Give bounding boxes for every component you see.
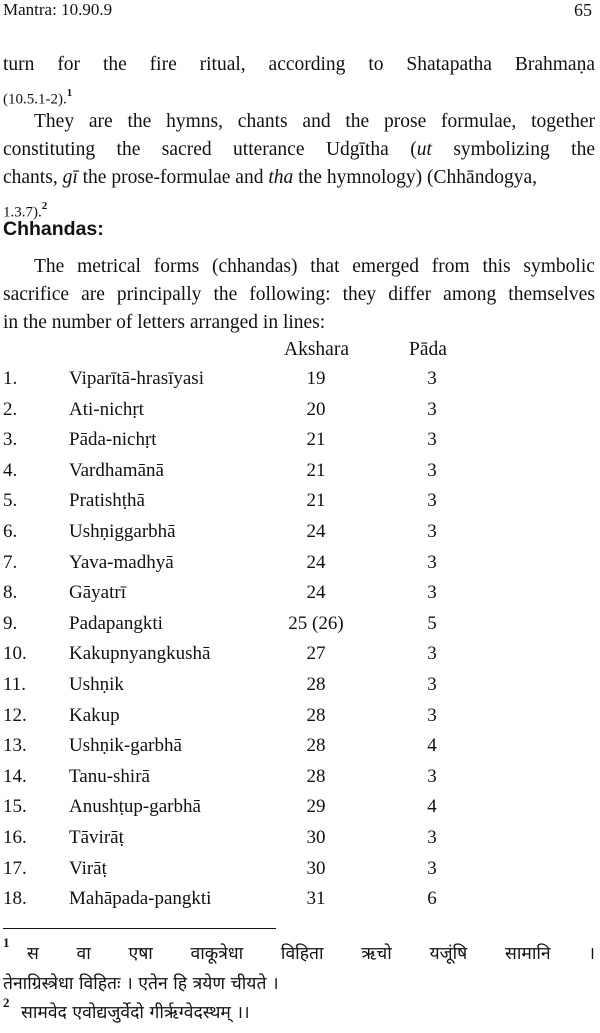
word: the [116, 139, 141, 160]
word: symbolizing [453, 139, 550, 160]
running-head: Mantra: 10.90.9 [3, 0, 113, 19]
akshara-value: 19 [306, 368, 326, 389]
table-row [0, 425, 600, 456]
table-row [0, 548, 600, 579]
metre-name: Ushṇik-garbhā [69, 735, 182, 757]
metre-name: Ushṇiggarbhā [69, 520, 176, 542]
row-number: 18. [3, 888, 27, 910]
word: that [310, 256, 340, 277]
table-row [0, 639, 600, 670]
word: according [268, 54, 346, 75]
table-row [0, 792, 600, 823]
row-number: 11. [3, 673, 27, 695]
para2-line3 [3, 164, 595, 192]
word: for [57, 54, 81, 75]
akshara-value: 29 [306, 796, 326, 818]
table-row [0, 823, 600, 854]
metre-name: Ati-nichṛt [69, 398, 144, 420]
word: they [342, 284, 377, 305]
pada-value: 3 [427, 673, 437, 695]
word: (ut [410, 139, 432, 160]
row-number: 1. [3, 368, 18, 389]
page-header [0, 0, 600, 24]
text-run: the prose-formulae and [77, 167, 269, 188]
akshara-value: 21 [306, 459, 326, 481]
row-number: 4. [3, 459, 18, 481]
pada-value: 3 [427, 459, 437, 481]
akshara-value: 28 [306, 765, 326, 787]
akshara-value: 31 [306, 888, 326, 910]
word: are [81, 284, 105, 305]
word: hymns, [166, 111, 223, 132]
citation: (10.5.1-2). [3, 91, 67, 108]
row-number: 2. [3, 398, 18, 420]
word: together [531, 111, 595, 132]
word: following: [249, 284, 331, 305]
row-number: 9. [3, 612, 18, 634]
pada-value: 4 [427, 796, 437, 818]
table-row [0, 884, 600, 915]
para1-line1 [3, 51, 595, 79]
akshara-value: 28 [306, 673, 326, 695]
table-row [0, 517, 600, 548]
word: They [34, 111, 75, 132]
para2-line1 [3, 108, 595, 136]
table-row [0, 670, 600, 701]
sanskrit-word: विहिता [280, 944, 324, 964]
metre-name: Anushṭup-garbhā [69, 796, 201, 818]
column-header-akshara: Akshara [284, 339, 349, 360]
pada-value: 4 [427, 735, 437, 757]
word: themselves [508, 284, 595, 305]
word: sacred [161, 139, 212, 160]
word: constituting [3, 139, 96, 160]
word: the [345, 111, 370, 132]
citation: 1.3.7). [3, 204, 42, 221]
akshara-value: 28 [306, 704, 326, 726]
table-row [0, 701, 600, 732]
word: from [431, 256, 470, 277]
metre-name: Padapangkti [69, 612, 163, 634]
para2-line2 [3, 136, 595, 164]
word: utterance [233, 139, 305, 160]
pada-value: 3 [427, 490, 437, 512]
word: the [127, 111, 152, 132]
footnote-2-text: सामवेद एवोद्यजुर्वेदो गीर्ऋग्वेदस्थम् ।। [21, 1003, 250, 1023]
pada-value: 3 [427, 765, 437, 787]
table-row [0, 364, 600, 395]
word: (chhandas) [211, 256, 298, 277]
metre-name: Tanu-shirā [69, 765, 150, 787]
metre-name: Viparītā-hrasīyasi [69, 368, 204, 389]
word: metrical [77, 256, 141, 277]
footnote-mark: 2 [3, 995, 10, 1010]
akshara-value: 24 [306, 582, 326, 604]
sanskrit-word: वाकूत्रेधा [190, 944, 244, 964]
text-run: chants, [3, 167, 63, 188]
row-number: 15. [3, 796, 27, 818]
row-number: 7. [3, 551, 18, 573]
word: Udgītha [325, 139, 389, 160]
pada-value: 3 [427, 368, 437, 389]
row-number: 17. [3, 857, 27, 879]
akshara-value: 30 [306, 857, 326, 879]
row-number: 16. [3, 826, 27, 848]
akshara-value: 24 [306, 551, 326, 573]
table-row [0, 609, 600, 640]
metre-name: Vardhamānā [69, 459, 164, 481]
word: the [213, 284, 238, 305]
akshara-value: 27 [306, 643, 326, 665]
metre-name: Mahāpada-pangkti [69, 888, 212, 910]
word: the [102, 54, 127, 75]
page-number: 65 [574, 0, 592, 20]
akshara-value: 30 [306, 826, 326, 848]
akshara-value: 25 (26) [288, 612, 344, 634]
sanskrit-word: स [27, 944, 39, 964]
italic-term: gī [62, 167, 78, 188]
word: forms [153, 256, 200, 277]
pada-value: 3 [427, 857, 437, 879]
text-run: the hymnology) (Chhāndogya, [293, 167, 537, 188]
footnote-ref-1: 1 [66, 87, 73, 99]
footnote-ref-2: 2 [41, 200, 48, 212]
word: Shatapatha [406, 54, 492, 75]
metre-name: Kakup [69, 704, 120, 726]
word: are [88, 111, 113, 132]
metre-name: Gāyatrī [69, 582, 126, 604]
pada-value: 3 [427, 551, 437, 573]
table-row [0, 395, 600, 426]
metre-name: Pāda-nichṛt [69, 429, 157, 451]
pada-value: 3 [427, 704, 437, 726]
word: prose [384, 111, 427, 132]
footnote-1-line2: तेनाग्रिस्त्रेधा विहितः । एतेन हि त्रयेण चीयते । [3, 974, 279, 994]
column-header-pada: Pāda [409, 339, 447, 360]
row-number: 6. [3, 520, 18, 542]
paragraph-metrical-forms [3, 253, 595, 337]
word: fire [149, 54, 177, 75]
word: emerged [352, 256, 420, 277]
word: sacrifice [3, 284, 70, 305]
footnote-1-line1 [3, 935, 595, 965]
table-row [0, 486, 600, 517]
italic-term: tha [268, 167, 294, 188]
word: ritual, [199, 54, 246, 75]
akshara-value: 20 [306, 398, 326, 420]
metre-name: Virāṭ [69, 857, 107, 879]
word: symbolic [523, 256, 595, 277]
sanskrit-word: यजूंषि [429, 944, 468, 964]
word: to [368, 54, 384, 75]
word: the [571, 139, 595, 160]
sanskrit-word: ऋचो [361, 944, 392, 964]
footnote-divider [3, 928, 276, 929]
sanskrit-word: सामानि [505, 944, 551, 964]
para3-line2 [3, 281, 595, 309]
word: differ [388, 284, 432, 305]
sanskrit-word: वा [76, 944, 91, 964]
metre-name: Kakupnyangkushā [69, 643, 211, 665]
word: turn [3, 54, 35, 75]
word: this [482, 256, 511, 277]
pada-value: 6 [427, 888, 437, 910]
footnote-mark: 1 [3, 935, 10, 950]
pada-value: 3 [427, 643, 437, 665]
metre-table [0, 364, 600, 915]
word: Brahmaṇa [514, 54, 595, 75]
word: The [34, 256, 65, 277]
pada-value: 3 [427, 429, 437, 451]
metre-name: Yava-madhyā [69, 551, 174, 573]
para3-line3: in the number of letters arranged in lines: [3, 312, 326, 333]
paragraph-brahmana [3, 51, 595, 114]
word: principally [116, 284, 202, 305]
akshara-value: 21 [306, 429, 326, 451]
akshara-value: 21 [306, 490, 326, 512]
table-row [0, 762, 600, 793]
row-number: 3. [3, 429, 18, 451]
pada-value: 5 [427, 612, 437, 634]
row-number: 5. [3, 490, 18, 512]
akshara-value: 28 [306, 735, 326, 757]
pada-value: 3 [427, 520, 437, 542]
row-number: 8. [3, 582, 18, 604]
table-row [0, 578, 600, 609]
metre-name: Pratishṭhā [69, 490, 145, 512]
metre-name: Ushṇik [69, 673, 124, 695]
word: among [443, 284, 497, 305]
table-row [0, 854, 600, 885]
table-row [0, 456, 600, 487]
pada-value: 3 [427, 398, 437, 420]
word: and [302, 111, 331, 132]
table-row [0, 731, 600, 762]
sanskrit-word: एषा [128, 944, 153, 964]
sanskrit-word: । [588, 944, 595, 964]
footnote-2 [3, 995, 595, 1024]
row-number: 12. [3, 704, 27, 726]
pada-value: 3 [427, 826, 437, 848]
metre-name: Tāvirāṭ [69, 826, 124, 848]
section-heading: Chhandas: [3, 218, 104, 240]
row-number: 14. [3, 765, 27, 787]
pada-value: 3 [427, 582, 437, 604]
word: formulae, [441, 111, 517, 132]
word: chants [237, 111, 288, 132]
paragraph-udgitha [3, 108, 595, 227]
row-number: 10. [3, 643, 27, 665]
akshara-value: 24 [306, 520, 326, 542]
row-number: 13. [3, 735, 27, 757]
para3-line1 [3, 253, 595, 281]
